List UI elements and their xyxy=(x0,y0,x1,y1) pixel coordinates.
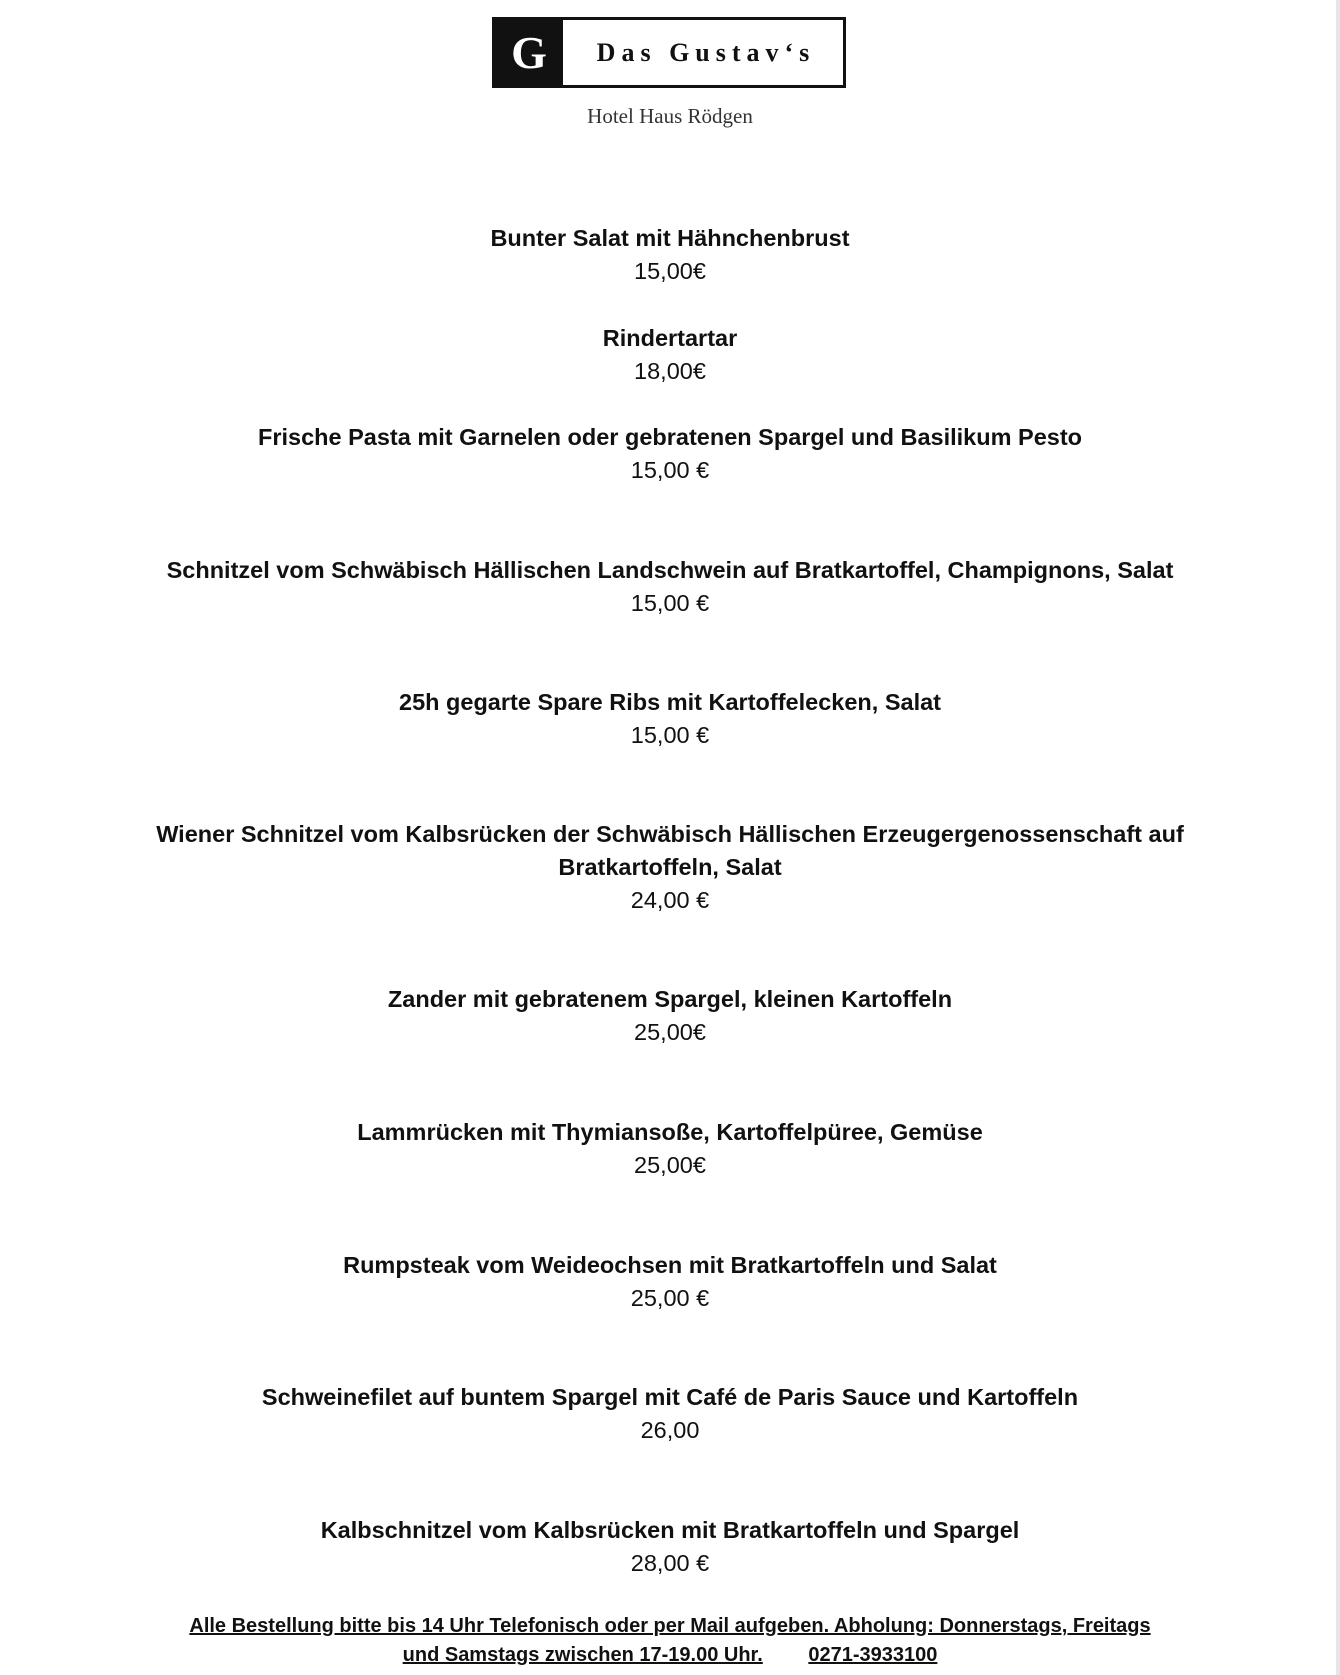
dish-price: 15,00 € xyxy=(630,457,710,483)
dish-price: 26,00 xyxy=(640,1417,700,1443)
dish-price: 24,00 € xyxy=(630,887,710,913)
menu-item xyxy=(100,222,1240,288)
dish-price: 15,00€ xyxy=(634,258,706,284)
menu-item xyxy=(100,1116,1240,1182)
menu-item xyxy=(100,1514,1240,1580)
menu-item xyxy=(100,1249,1240,1315)
hotel-subtitle: Hotel Haus Rödgen xyxy=(587,104,753,128)
dish-name-continued: Bratkartoffeln, Salat xyxy=(558,854,782,880)
menu-item xyxy=(100,322,1240,388)
dish-price: 25,00€ xyxy=(634,1019,706,1045)
dish-name: Lammrücken mit Thymiansoße, Kartoffelpüree, Gemüse xyxy=(357,1119,983,1145)
dish-name: 25h gegarte Spare Ribs mit Kartoffelecken, Salat xyxy=(399,689,941,715)
order-note-line1: Alle Bestellung bitte bis 14 Uhr Telefonisch oder per Mail aufgeben. Abholung: Donnerstags, Freitags xyxy=(189,1615,1151,1637)
dish-price: 25,00 € xyxy=(630,1285,710,1311)
page-edge xyxy=(1336,0,1340,1675)
menu-item xyxy=(100,421,1240,487)
menu-item xyxy=(100,554,1240,620)
dish-name: Frische Pasta mit Garnelen oder gebratenen Spargel und Basilikum Pesto xyxy=(257,424,1083,450)
dish-name: Schnitzel vom Schwäbisch Hällischen Landschwein auf Bratkartoffel, Champignons, Salat xyxy=(166,557,1174,583)
dish-price: 25,00€ xyxy=(634,1152,706,1178)
dish-price: 15,00 € xyxy=(630,590,710,616)
dish-name: Rumpsteak vom Weideochsen mit Bratkartoffeln und Salat xyxy=(343,1252,997,1278)
dish-name: Schweinefilet auf buntem Spargel mit Café de Paris Sauce und Kartoffeln xyxy=(261,1384,1079,1410)
dish-name: Wiener Schnitzel vom Kalbsrücken der Schwäbisch Hällischen Erzeugergenossenschaft auf xyxy=(156,821,1184,847)
logo xyxy=(492,17,846,88)
logo-letter: G xyxy=(495,20,563,85)
menu-item xyxy=(100,1381,1240,1447)
dish-name: Zander mit gebratenem Spargel, kleinen Kartoffeln xyxy=(387,986,953,1012)
dish-price: 15,00 € xyxy=(630,722,710,748)
dish-name: Rindertartar xyxy=(602,325,738,351)
dish-price: 28,00 € xyxy=(630,1550,710,1576)
order-note xyxy=(100,1612,1240,1670)
dish-name: Bunter Salat mit Hähnchenbrust xyxy=(490,225,850,251)
menu-item xyxy=(100,686,1240,752)
order-note-line2: und Samstags zwischen 17-19.00 Uhr. xyxy=(402,1644,763,1666)
menu-item xyxy=(100,818,1240,917)
dish-price: 18,00€ xyxy=(634,358,706,384)
logo-name: Das Gustav‘s xyxy=(596,37,816,67)
dish-name: Kalbschnitzel vom Kalbsrücken mit Bratkartoffeln und Spargel xyxy=(320,1517,1020,1543)
menu-item xyxy=(100,983,1240,1049)
phone-number: 0271-3933100 xyxy=(808,1644,938,1666)
